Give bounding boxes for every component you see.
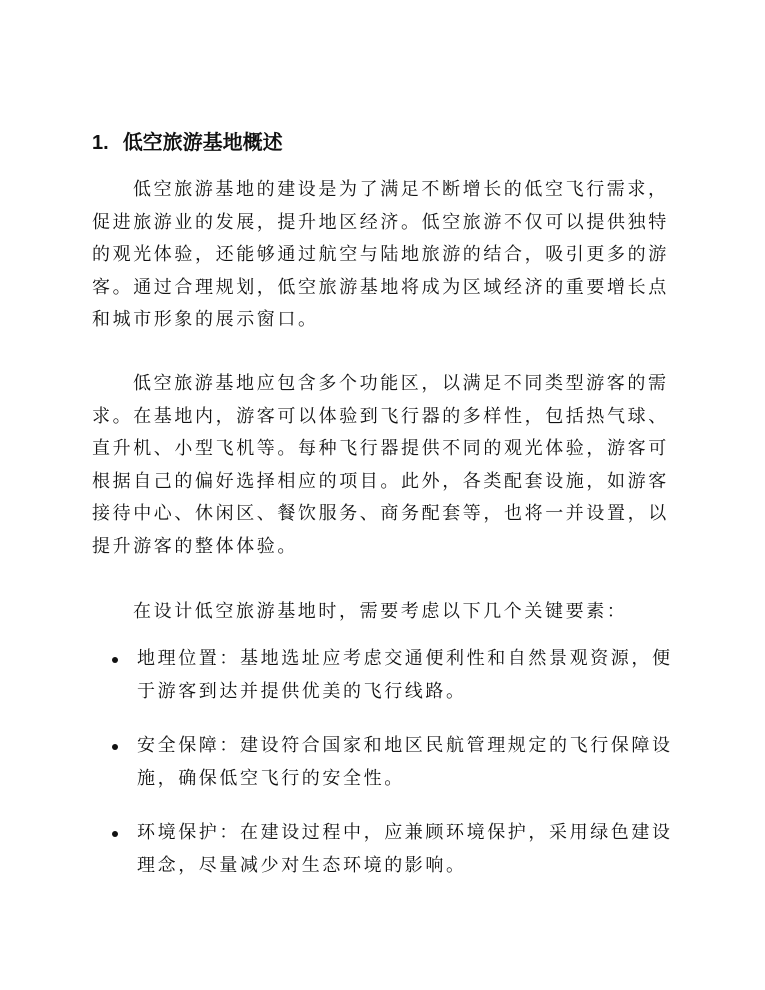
- list-item-text: 地理位置：基地选址应考虑交通便利性和自然景观资源，便于游客到达并提供优美的飞行线路。: [137, 648, 673, 702]
- section-title: 低空旅游基地概述: [122, 130, 283, 155]
- list-item-environment: [92, 817, 682, 882]
- key-elements-list: [92, 643, 682, 904]
- list-item-safety: [92, 730, 682, 795]
- paragraph-key-elements-intro: 在设计低空旅游基地时，需要考虑以下几个关键要素：: [133, 601, 628, 622]
- section-heading: [92, 127, 283, 158]
- bullet-icon: [112, 657, 118, 663]
- list-item-text: 安全保障：建设符合国家和地区民航管理规定的飞行保障设施，确保低空飞行的安全性。: [137, 735, 673, 789]
- section-number: 1.: [92, 132, 109, 155]
- paragraph-functional-areas: 低空旅游基地应包含多个功能区，以满足不同类型游客的需求。在基地内，游客可以体验到飞行器的多样性，包括热气球、直升机、小型飞机等。每种飞行器提供不同的观光体验，游客可根据自己的偏好选择相应的项目。此外，各类配套设施，如游客接待中心、休闲区、餐饮服务、商务配套等，也将一并设置，以提升游客的整体体验。: [92, 373, 669, 557]
- list-item-text: 环境保护：在建设过程中，应兼顾环境保护，采用绿色建设理念，尽量减少对生态环境的影响。: [137, 822, 673, 876]
- bullet-icon: [112, 744, 118, 750]
- paragraph-overview: 低空旅游基地的建设是为了满足不断增长的低空飞行需求，促进旅游业的发展，提升地区经济。低空旅游不仅可以提供独特的观光体验，还能够通过航空与陆地旅游的结合，吸引更多的游客。通过合理规划，低空旅游基地将成为区域经济的重要增长点和城市形象的展示窗口。: [92, 179, 669, 330]
- list-item-location: [92, 643, 682, 708]
- bullet-icon: [112, 831, 118, 837]
